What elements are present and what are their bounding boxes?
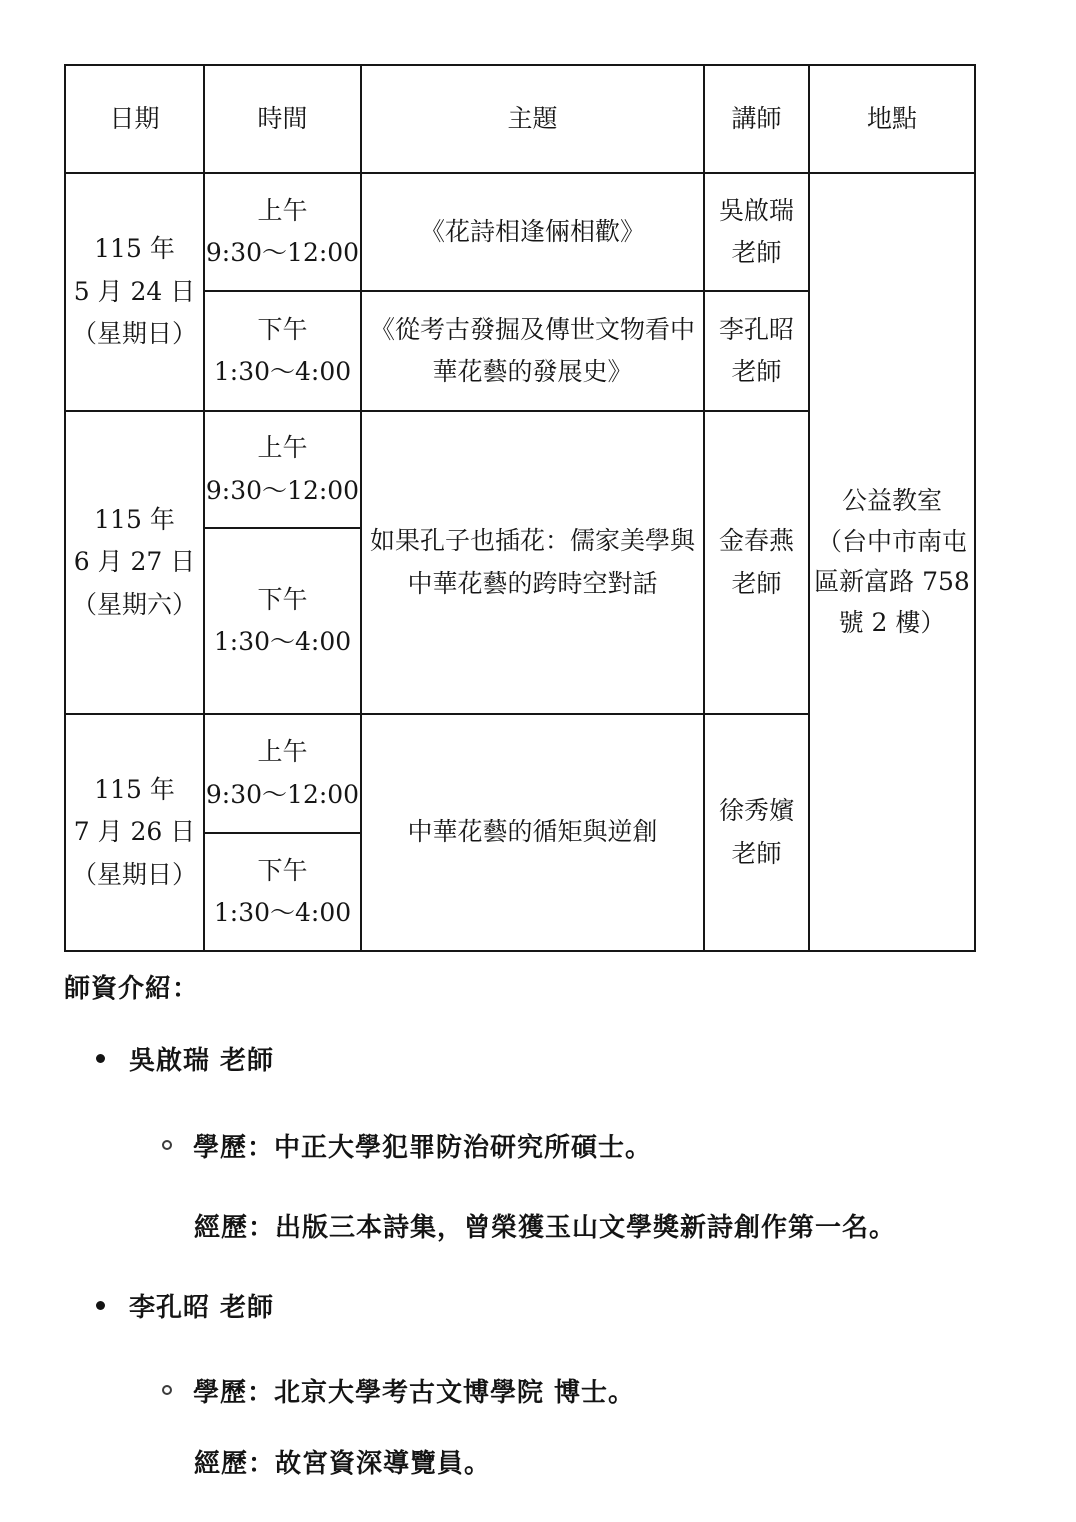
time-cell [204,833,361,951]
location-line: （台中市南屯 [816,526,967,556]
period-label: 上午 [257,195,308,225]
time-range: 9:30～12:00 [205,238,360,267]
teacher-education: 學歷：中正大學犯罪防治研究所碩士。 [193,1132,653,1163]
table-row [65,173,975,291]
circle-bullet-icon [162,1140,172,1150]
lecturer-title: 老師 [731,838,782,868]
lecturer-cell [704,291,809,411]
date-line: （星期日） [71,319,197,349]
location-line: 區新富路 758 [814,567,970,596]
time-range: 1:30～4:00 [213,357,352,386]
date-cell-may24 [65,173,204,411]
date-cell-jul26 [65,714,204,951]
topic-line: 《花詩相逢倆相歡》 [419,216,645,246]
lecturer-name: 徐秀嬪 [718,796,794,825]
topic-cell [361,714,704,951]
location-line: 號 2 樓） [838,607,946,637]
date-line: （星期六） [71,589,197,619]
topic-line: 《從考古發掘及傳世文物看中 [369,314,695,344]
date-line: （星期日） [71,859,197,889]
topic-line: 華花藝的發展史》 [432,357,633,386]
time-cell [204,291,361,411]
lecturer-cell [704,714,809,951]
topic-line: 中華花藝的循矩與逆創 [407,817,658,847]
table-header-row [65,65,975,173]
list-item-experience [194,1207,896,1243]
teacher-name: 李孔昭 老師 [129,1292,275,1323]
bullet-icon [96,1301,105,1310]
location-line: 公益教室 [841,486,942,515]
bullet-icon [96,1054,105,1063]
list-item-education [162,1372,635,1408]
date-line: 115 年 [94,774,175,804]
time-cell [204,411,361,528]
teacher-name: 吳啟瑞 老師 [129,1045,275,1076]
list-item-experience [194,1443,491,1479]
topic-cell [361,173,704,291]
lecturer-cell [704,411,809,714]
date-line: 6 月 27 日 [73,547,196,577]
time-range: 1:30～4:00 [213,627,352,656]
teacher-experience: 經歷：出版三本詩集，曾榮獲玉山文學獎新詩創作第一名。 [194,1212,897,1243]
schedule-table [64,64,976,952]
date-cell-jun27 [65,411,204,714]
header-cell-lecturer: 講師 [704,65,809,173]
lecturer-cell [704,173,809,291]
lecturer-name: 李孔昭 [718,314,794,344]
period-label: 下午 [257,314,308,344]
topic-line: 如果孔子也插花：儒家美學與 [369,526,695,555]
date-line: 115 年 [94,234,175,264]
teacher-education: 學歷：北京大學考古文博學院 博士。 [193,1377,636,1408]
date-line: 7 月 26 日 [73,817,196,847]
lecturer-title: 老師 [731,568,782,598]
lecturer-name: 吳啟瑞 [718,195,794,225]
topic-line: 中華花藝的跨時空對話 [407,568,658,598]
header-cell-date: 日期 [65,65,204,173]
location-cell [809,173,975,951]
lecturer-title: 老師 [731,238,782,267]
lecturer-title: 老師 [731,357,782,386]
time-range: 9:30～12:00 [205,779,360,809]
time-cell [204,528,361,714]
header-cell-location: 地點 [809,65,975,173]
date-line: 115 年 [94,504,175,534]
time-cell [204,173,361,291]
time-range: 1:30～4:00 [213,898,352,927]
header-cell-time: 時間 [204,65,361,173]
list-item-teacher [96,1040,274,1076]
time-range: 9:30～12:00 [205,475,360,505]
lecturer-name: 金春燕 [718,526,794,555]
period-label: 上午 [257,737,308,766]
period-label: 上午 [257,433,308,462]
topic-cell [361,291,704,411]
time-cell [204,714,361,833]
header-cell-topic: 主題 [361,65,704,173]
topic-cell [361,411,704,714]
period-label: 下午 [257,584,308,614]
date-line: 5 月 24 日 [73,276,196,306]
period-label: 下午 [257,855,308,885]
list-item-teacher [96,1287,274,1323]
circle-bullet-icon [162,1385,172,1395]
faculty-intro-heading: 師資介紹： [64,973,200,1004]
teacher-experience: 經歷：故宮資深導覽員。 [194,1448,492,1479]
list-item-education [162,1127,652,1163]
